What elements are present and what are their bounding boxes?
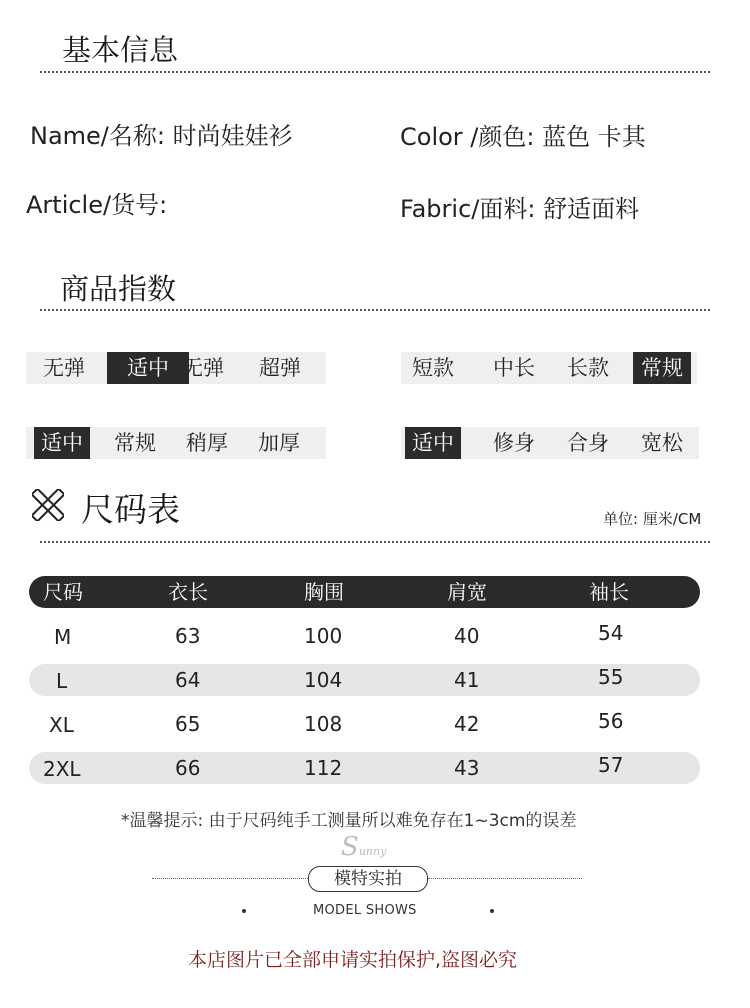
sunny-logo: Sunny <box>341 832 387 862</box>
name-label: Name/名称: <box>30 122 165 150</box>
divider <box>40 309 710 311</box>
color-label: Color /颜色: <box>400 123 535 151</box>
table-cell: 43 <box>454 756 480 780</box>
divider <box>40 71 710 73</box>
table-cell: 54 <box>598 621 624 645</box>
index-option: 超弹 <box>259 356 301 380</box>
divider <box>40 541 710 543</box>
index-option: 合身 <box>567 431 609 455</box>
table-cell: 63 <box>175 624 201 648</box>
article-label: Article/货号: <box>26 191 168 219</box>
fabric-value: 舒适面料 <box>543 195 640 223</box>
table-cell: 100 <box>304 624 343 648</box>
fit-index <box>401 427 699 459</box>
copyright-notice: 本店图片已全部申请实拍保护,盗图必究 <box>188 949 518 971</box>
index-option-selected: 适中 <box>107 352 189 384</box>
length-index <box>401 352 697 384</box>
elasticity-index <box>26 352 326 384</box>
size-chart-title: 尺码表 <box>81 490 180 529</box>
dot-decoration <box>490 909 494 913</box>
header-cell: 胸围 <box>304 580 344 604</box>
name-field <box>30 116 293 151</box>
divider <box>428 878 582 879</box>
index-option: 中长 <box>493 356 535 380</box>
table-cell: 64 <box>175 668 201 692</box>
size-cell: 2XL <box>43 757 81 781</box>
table-cell: 65 <box>175 712 201 736</box>
unit-label: 单位: 厘米/CM <box>603 510 702 528</box>
fabric-label: Fabric/面料: <box>400 195 536 223</box>
model-shows-subtitle: MODEL SHOWS <box>313 903 417 918</box>
table-cell: 108 <box>304 712 343 736</box>
product-index-title: 商品指数 <box>60 272 177 306</box>
table-cell: 57 <box>598 753 624 777</box>
table-cell: 56 <box>598 709 624 733</box>
ruler-cross-icon <box>32 489 64 521</box>
size-table-header <box>29 576 700 608</box>
size-cell: XL <box>49 713 74 737</box>
index-option: 无弹 <box>43 356 85 380</box>
table-cell: 41 <box>454 668 480 692</box>
index-option: 常规 <box>114 431 156 455</box>
table-cell: 112 <box>304 756 343 780</box>
table-cell: 66 <box>175 756 201 780</box>
model-shows-label: 模特实拍 <box>308 866 428 892</box>
header-cell: 衣长 <box>168 580 208 604</box>
index-option: 长款 <box>567 356 609 380</box>
measurement-note: *温馨提示: 由于尺码纯手工测量所以难免存在1~3cm的误差 <box>121 811 577 831</box>
header-cell: 袖长 <box>589 580 629 604</box>
table-cell: 40 <box>454 624 480 648</box>
index-option: 无弹 <box>182 356 224 380</box>
table-cell: 104 <box>304 668 343 692</box>
dot-decoration <box>242 909 246 913</box>
header-cell: 肩宽 <box>447 580 487 604</box>
index-option-selected: 常规 <box>633 352 691 384</box>
index-option: 修身 <box>493 431 535 455</box>
fabric-field <box>400 189 639 224</box>
table-cell: 42 <box>454 712 480 736</box>
color-field <box>400 117 646 152</box>
index-option: 短款 <box>412 356 454 380</box>
article-field <box>26 185 167 220</box>
index-option: 加厚 <box>258 431 300 455</box>
index-option-selected: 适中 <box>405 427 461 459</box>
thickness-index <box>26 427 326 459</box>
divider <box>152 878 308 879</box>
size-cell: M <box>54 625 72 649</box>
index-option: 稍厚 <box>186 431 228 455</box>
name-value: 时尚娃娃衫 <box>172 122 293 150</box>
index-option-selected: 适中 <box>34 427 90 459</box>
basic-info-title: 基本信息 <box>62 33 179 67</box>
index-option: 宽松 <box>641 431 683 455</box>
size-cell: L <box>56 669 68 693</box>
header-cell: 尺码 <box>43 580 83 604</box>
table-cell: 55 <box>598 665 624 689</box>
color-value: 蓝色 卡其 <box>542 123 646 151</box>
